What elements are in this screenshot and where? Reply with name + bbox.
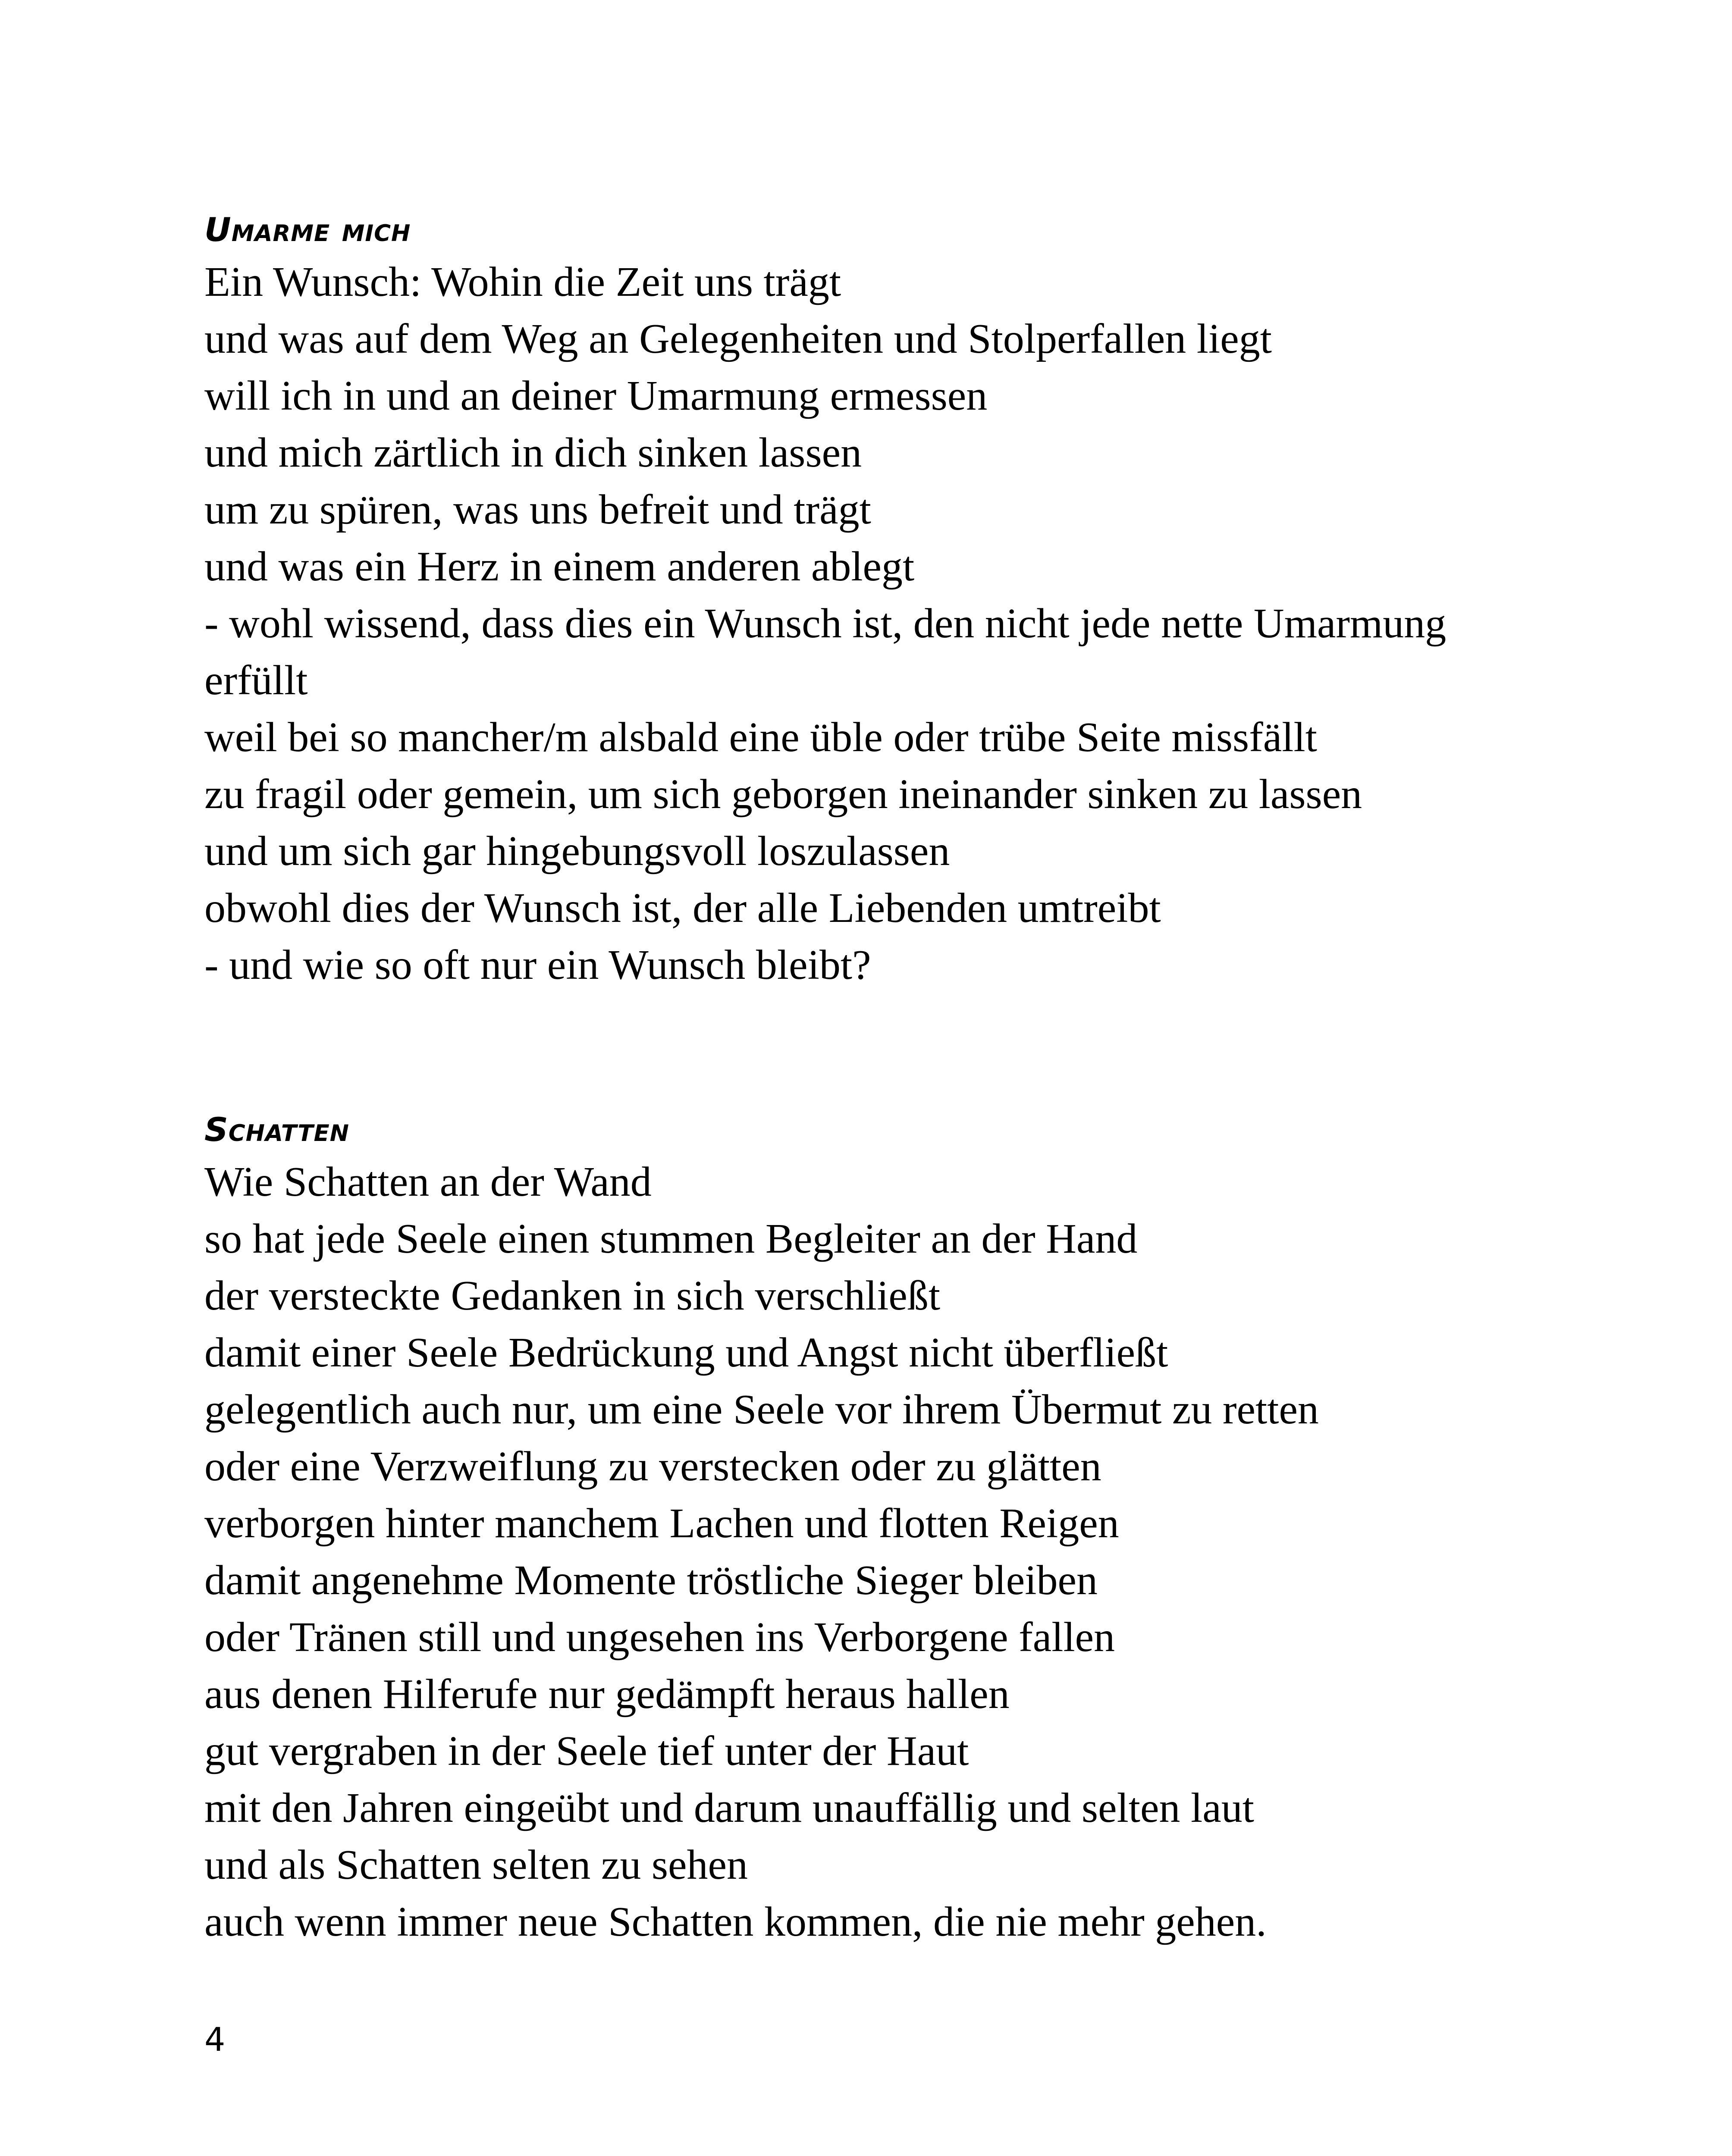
poem-line: Ein Wunsch: Wohin die Zeit uns trägt <box>204 259 841 305</box>
poem-line: damit angenehme Momente tröstliche Sieger bleiben <box>204 1557 1098 1604</box>
poem-line: Wie Schatten an der Wand <box>204 1159 652 1205</box>
poem-line: verborgen hinter manchem Lachen und flotten Reigen <box>204 1500 1119 1547</box>
poem-line: und was ein Herz in einem anderen ablegt <box>204 543 915 590</box>
poem-line: und was auf dem Weg an Gelegenheiten und Stolperfallen liegt <box>204 316 1272 362</box>
poem-line: gelegentlich auch nur, um eine Seele vor ihrem Übermut zu retten <box>204 1386 1319 1433</box>
poem-line: und als Schatten selten zu sehen <box>204 1842 748 1888</box>
poem-line: erfüllt <box>204 657 308 704</box>
poem-line: zu fragil oder gemein, um sich geborgen ineinander sinken zu lassen <box>204 771 1362 818</box>
poem-title: Schatten <box>204 1110 350 1149</box>
poem-line: der versteckte Gedanken in sich verschließt <box>204 1272 941 1319</box>
poem-line: obwohl dies der Wunsch ist, der alle Liebenden umtreibt <box>204 885 1161 931</box>
poem-line: oder eine Verzweiflung zu verstecken oder zu glätten <box>204 1443 1101 1490</box>
poem-line: um zu spüren, was uns befreit und trägt <box>204 486 871 533</box>
poem-title: Umarme mich <box>204 210 411 249</box>
poem-schatten <box>204 1106 1585 1950</box>
poem-line: mit den Jahren eingeübt und darum unauffällig und selten laut <box>204 1785 1254 1831</box>
poem-line: weil bei so mancher/m alsbald eine üble oder trübe Seite missfällt <box>204 714 1317 761</box>
poem-line: gut vergraben in der Seele tief unter der Haut <box>204 1728 969 1774</box>
poem-line: und um sich gar hingebungsvoll loszulassen <box>204 828 950 874</box>
poem-line: so hat jede Seele einen stummen Begleiter an der Hand <box>204 1216 1138 1262</box>
page-number: 4 <box>204 2020 226 2059</box>
poem-line: will ich in und an deiner Umarmung ermessen <box>204 373 988 419</box>
poem-line: - und wie so oft nur ein Wunsch bleibt? <box>204 942 871 988</box>
poem-line: aus denen Hilferufe nur gedämpft heraus hallen <box>204 1671 1010 1717</box>
poem-lines <box>204 1153 1585 1950</box>
poem-line: und mich zärtlich in dich sinken lassen <box>204 429 862 476</box>
poem-line: damit einer Seele Bedrückung und Angst nicht überfließt <box>204 1329 1168 1376</box>
poem-line: oder Tränen still und ungesehen ins Verborgene fallen <box>204 1614 1115 1661</box>
poem-line: - wohl wissend, dass dies ein Wunsch ist, den nicht jede nette Umarmung <box>204 600 1446 647</box>
poem-lines <box>204 254 1585 993</box>
poem-line: auch wenn immer neue Schatten kommen, die nie mehr gehen. <box>204 1899 1267 1945</box>
poem-umarme-mich <box>204 206 1585 993</box>
